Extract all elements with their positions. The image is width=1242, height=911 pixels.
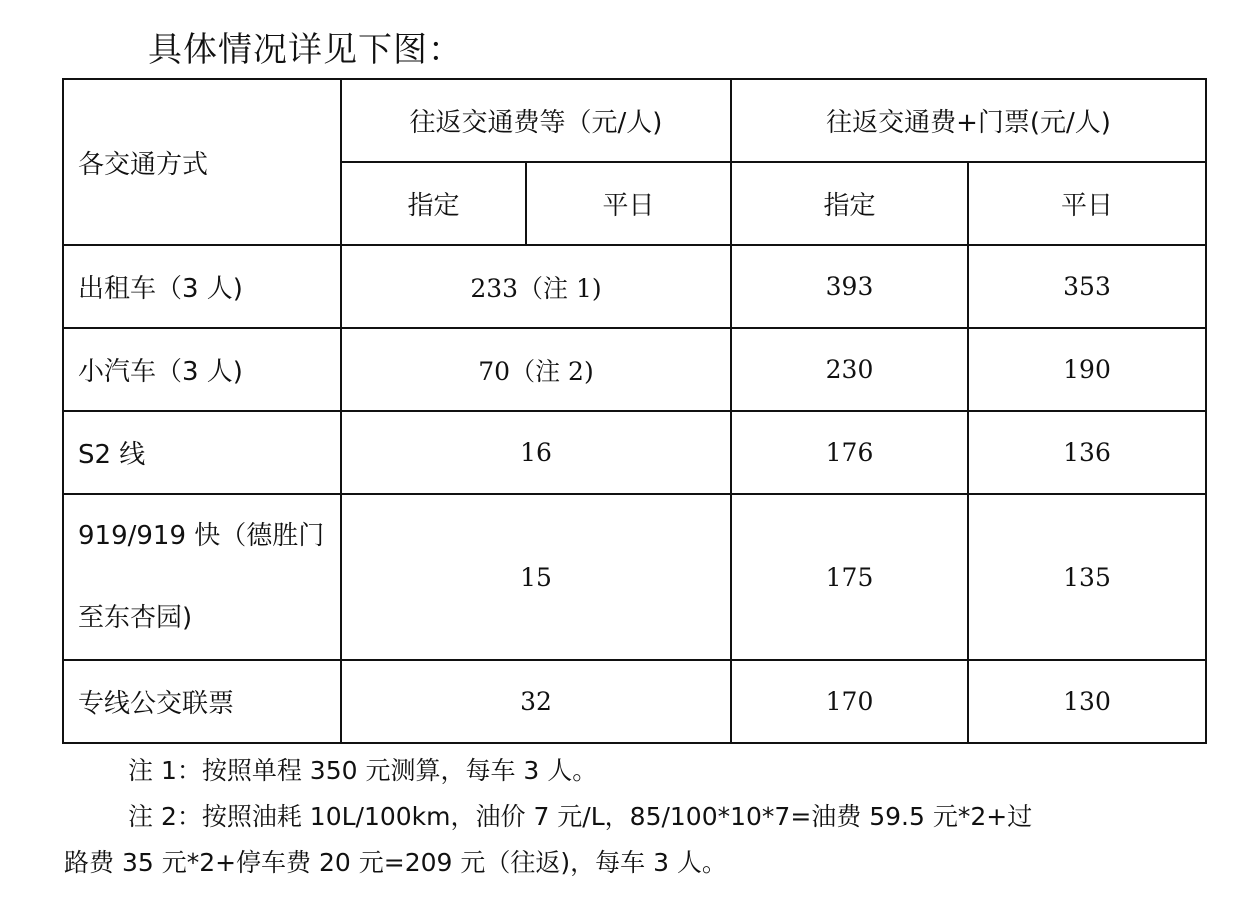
row-weekday-total: 135 [968,494,1206,660]
header-transport-mode: 各交通方式 [63,79,341,245]
subheader-weekday: 平日 [526,162,731,245]
row-weekday-total: 130 [968,660,1206,743]
subheader-weekday: 平日 [968,162,1206,245]
row-fare: 70（注 2) [341,328,731,411]
row-mode: S2 线 [63,411,341,494]
row-fare: 32 [341,660,731,743]
row-weekday-total: 353 [968,245,1206,328]
row-weekday-total: 190 [968,328,1206,411]
row-designated-total: 176 [731,411,968,494]
fare-table [62,78,1207,744]
row-mode-line: 至东杏园) [78,603,193,633]
note-1: 注 1：按照单程 350 元测算，每车 3 人。 [128,756,598,785]
header-fare-plus-ticket: 往返交通费+门票(元/人) [731,79,1206,162]
header-row [63,79,1206,162]
row-mode-line: 919/919 快（德胜门 [78,521,325,551]
row-mode: 出租车（3 人) [63,245,341,328]
note-2-line-1: 注 2：按照油耗 10L/100km，油价 7 元/L，85/100*10*7=油费 59.5 元*2+过 [128,802,1033,831]
row-mode: 专线公交联票 [63,660,341,743]
table-row [63,494,1206,660]
row-designated-total: 170 [731,660,968,743]
row-fare: 233（注 1) [341,245,731,328]
row-weekday-total: 136 [968,411,1206,494]
row-mode [63,494,341,660]
table-row [63,660,1206,743]
subheader-designated: 指定 [731,162,968,245]
note-2-line-2: 路费 35 元*2+停车费 20 元=209 元（往返)，每车 3 人。 [64,848,727,877]
row-fare: 16 [341,411,731,494]
header-round-trip-fare: 往返交通费等（元/人) [341,79,731,162]
table-row [63,328,1206,411]
notes-section [64,748,1204,886]
row-designated-total: 393 [731,245,968,328]
row-fare: 15 [341,494,731,660]
subheader-designated: 指定 [341,162,526,245]
table-row [63,245,1206,328]
table-row [63,411,1206,494]
row-mode: 小汽车（3 人) [63,328,341,411]
intro-text: 具体情况详见下图： [148,30,463,70]
row-designated-total: 230 [731,328,968,411]
row-designated-total: 175 [731,494,968,660]
